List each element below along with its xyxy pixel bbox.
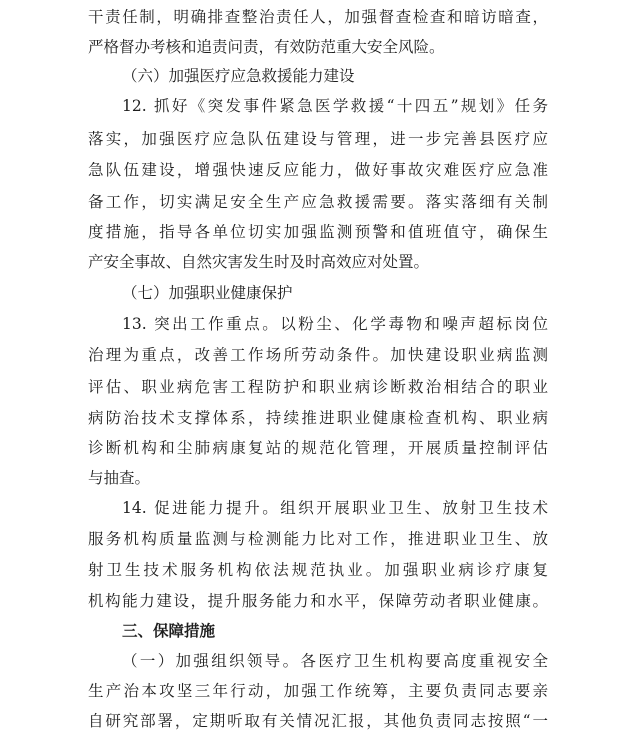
paragraph-13-line-4: 病防治技术支撑体系，持续推进职业健康检查机构、职业病 <box>88 409 548 427</box>
paragraph-12-line-1: 12. 抓好《突发事件紧急医学救援“十四五”规划》任务 <box>122 97 548 115</box>
paragraph-13-line-2: 治理为重点，改善工作场所劳动条件。加快建设职业病监测 <box>88 346 548 364</box>
section-heading-7: （七）加强职业健康保护 <box>122 284 293 302</box>
paragraph-leadership-rest: 各医疗卫生机构要高度重视安全 <box>300 652 548 670</box>
paragraph-12-line-2: 落实，加强医疗应急队伍建设与管理，进一步完善县医疗应 <box>88 130 548 148</box>
paragraph-12-line-4: 备工作，切实满足安全生产应急救援需要。落实落细有关制 <box>88 193 548 211</box>
section-heading-safeguards: 三、保障措施 <box>122 622 216 640</box>
text-line-1: 干责任制，明确排查整治责任人，加强督查检查和暗访暗查， <box>88 8 548 26</box>
paragraph-13-line-6: 与抽查。 <box>88 469 151 487</box>
paragraph-12-line-5: 度措施，指导各单位切实加强监测预警和值班值守，确保生 <box>88 223 548 241</box>
paragraph-leadership-lead: （一）加强组织领导。 <box>122 652 301 670</box>
section-heading-6: （六）加强医疗应急救援能力建设 <box>122 67 355 85</box>
paragraph-14-line-2: 服务机构质量监测与检测能力比对工作，推进职业卫生、放 <box>88 530 548 548</box>
paragraph-13-line-3: 评估、职业病危害工程防护和职业病诊断救治相结合的职业 <box>88 378 548 396</box>
paragraph-13-line-5: 诊断机构和尘肺病康复站的规范化管理，开展质量控制评估 <box>88 439 548 457</box>
paragraph-14-line-1: 14. 促进能力提升。组织开展职业卫生、放射卫生技术 <box>122 499 548 517</box>
text-line-2: 严格督办考核和追责问责，有效防范重大安全风险。 <box>88 38 445 56</box>
paragraph-leadership-line-1 <box>122 645 548 677</box>
paragraph-14-line-4: 机构能力建设，提升服务能力和水平，保障劳动者职业健康。 <box>88 592 548 610</box>
paragraph-12-line-3: 急队伍建设，增强快速反应能力，做好事故灾难医疗应急准 <box>88 161 548 179</box>
paragraph-leadership-line-2: 生产治本攻坚三年行动，加强工作统筹，主要负责同志要亲 <box>88 682 548 700</box>
paragraph-leadership-line-3: 自研究部署，定期听取有关情况汇报，其他负责同志按照“一 <box>88 712 548 730</box>
paragraph-12-line-6: 产安全事故、自然灾害发生时及时高效应对处置。 <box>88 253 430 271</box>
paragraph-14-line-3: 射卫生技术服务机构依法规范执业。加强职业病诊疗康复 <box>88 561 548 579</box>
paragraph-13-line-1: 13. 突出工作重点。以粉尘、化学毒物和噪声超标岗位 <box>122 315 548 333</box>
